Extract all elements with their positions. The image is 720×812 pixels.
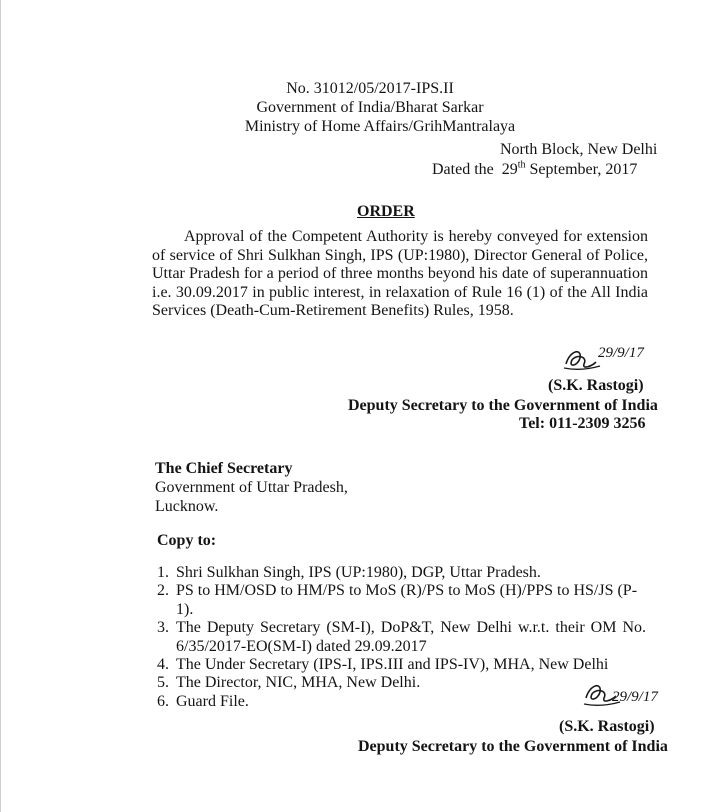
copy-to-list — [157, 564, 646, 711]
copy-to-item-3 — [157, 619, 646, 656]
item-number: 2. — [157, 582, 169, 600]
addressee-line-1: Government of Uttar Pradesh, — [155, 479, 348, 496]
signature-2-initials: 29/9/17 — [612, 689, 658, 705]
item-text: PS to HM/OSD to HM/PS to MoS (R)/PS to MoS (H)/PPS to HS/JS (P-1). — [176, 582, 638, 618]
item-number: 5. — [157, 674, 169, 692]
signatory-1-name: (S.K. Rastogi) — [548, 377, 644, 394]
item-text: Shri Sulkhan Singh, IPS (UP:1980), DGP, Uttar Pradesh. — [176, 564, 541, 581]
item-text: The Deputy Secretary (SM-I), DoP&T, New Delhi w.r.t. their OM No. 6/35/2017-EO(SM-I) dated 29.09.2017 — [176, 619, 646, 655]
copy-to-item-6 — [157, 693, 646, 711]
item-text: Guard File. — [176, 692, 249, 710]
order-title: ORDER — [357, 203, 415, 220]
item-text: The Under Secretary (IPS-I, IPS.III and IPS-IV), MHA, New Delhi — [176, 656, 609, 674]
copy-to-item-2 — [157, 582, 646, 619]
order-body: Approval of the Competent Authority is hereby conveyed for extension of service of Shri Sulkhan Singh, IPS (UP:1980), Director General of Police, Uttar Pradesh for a period of three months beyond his date of superannuation i.e. 30.09.2017 in public interest, in relaxation of Rule 16 (1) of the All India Services (Death-Cum-Retirement Benefits) Rules, 1958. — [152, 228, 648, 320]
copy-to-item-5 — [157, 674, 646, 692]
item-text: The Director, NIC, MHA, New Delhi. — [176, 674, 421, 692]
date-prefix: Dated the — [432, 161, 494, 178]
order-number: No. 31012/05/2017-IPS.II — [286, 80, 454, 97]
date-suffix: th — [517, 159, 526, 171]
item-number: 6. — [157, 692, 169, 710]
copy-to-item-4 — [157, 656, 646, 674]
signatory-1-tel: Tel: 011-2309 3256 — [519, 415, 646, 432]
copy-to-item-1 — [157, 564, 646, 582]
date-line — [432, 160, 637, 179]
item-number: 3. — [157, 619, 169, 637]
place-line: North Block, New Delhi — [500, 141, 658, 158]
signatory-1-designation: Deputy Secretary to the Government of India — [348, 397, 658, 414]
copy-to-heading: Copy to: — [157, 532, 217, 549]
date-rest: September, 2017 — [529, 161, 638, 178]
scan-edge — [0, 0, 1, 812]
signatory-2-designation: Deputy Secretary to the Government of India — [358, 738, 668, 755]
date-day: 29 — [501, 161, 518, 178]
addressee-title: The Chief Secretary — [155, 460, 293, 477]
ministry-line: Ministry of Home Affairs/GrihMantralaya — [244, 118, 516, 135]
item-number: 1. — [157, 564, 169, 581]
item-number: 4. — [157, 656, 169, 674]
government-line: Government of India/Bharat Sarkar — [256, 99, 484, 116]
signatory-2-name: (S.K. Rastogi) — [559, 718, 655, 735]
signature-1-initials: 29/9/17 — [598, 345, 644, 361]
addressee-line-2: Lucknow. — [155, 498, 219, 515]
